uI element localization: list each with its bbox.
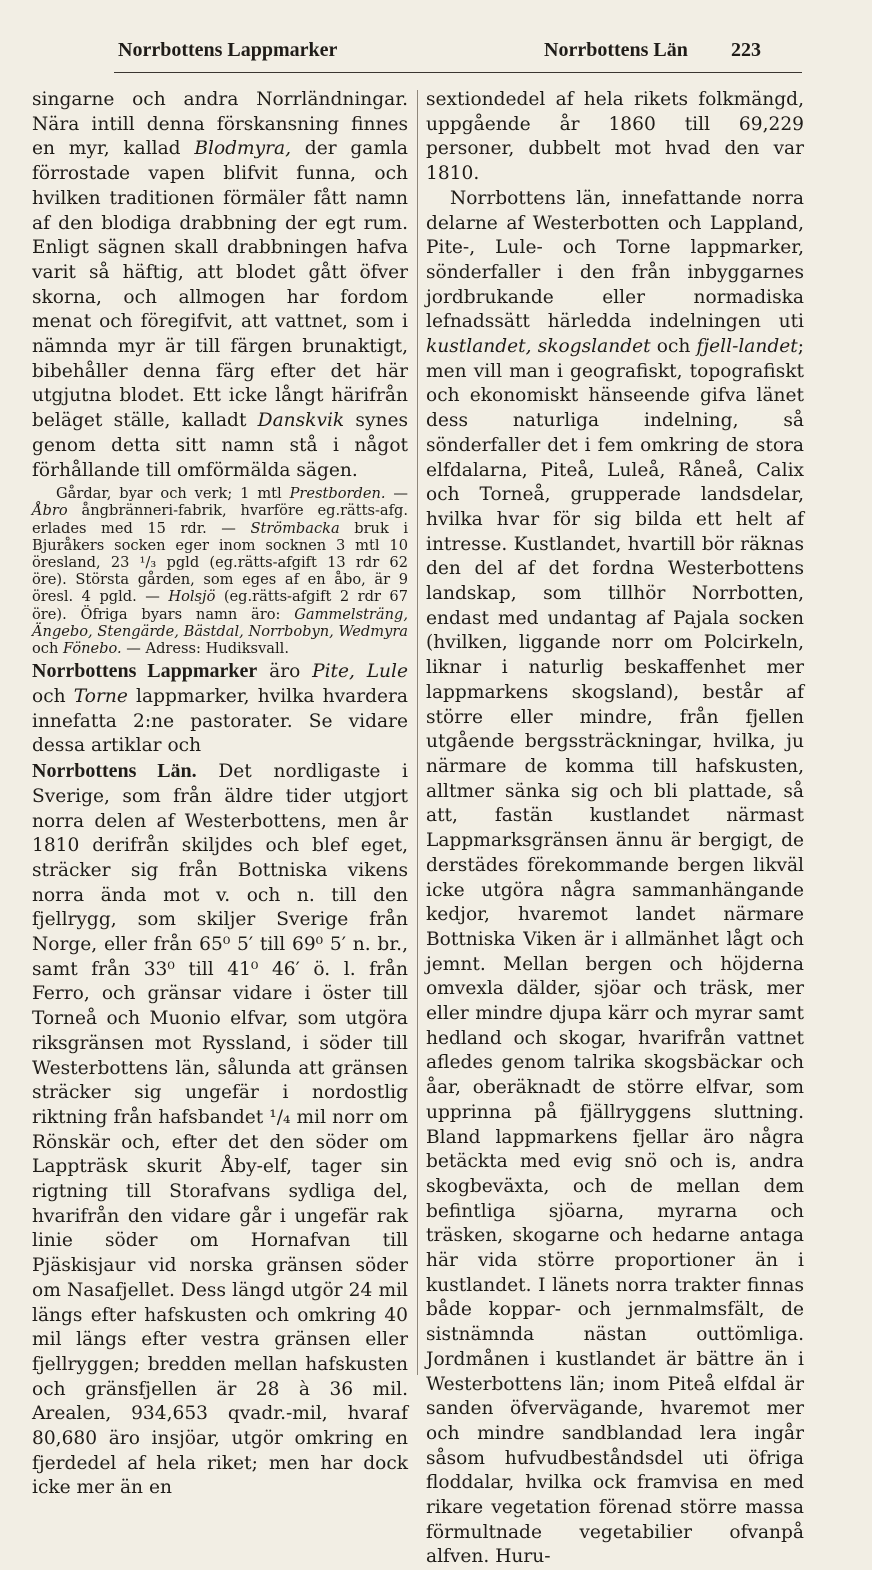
running-header-right: Norrbottens Län	[544, 39, 688, 61]
paragraph-folkmangd: sextiondedel af hela rikets folkmängd, uppgående år 1860 till 69,229 personer, dubbelt mot hvad den var 1810.	[426, 89, 804, 185]
entry-norrbottens-lappmarker: Norrbottens Lappmarker äro Pite, Lule och Torne lappmarker, hvilka hvardera innefatta 2:ne pastorater. Se vidare dessa artiklar och	[32, 660, 408, 757]
running-header-left: Norrbottens Lappmarker	[118, 39, 338, 61]
paragraph-gardar-small: Gårdar, byar och verk; 1 mtl Prestborden. — Åbro ångbränneri-fabrik, hvarföre eg.rätts-afg. erlades med 15 rdr. — Strömbacka bruk i Bjuråkers socken eger inom socknen 3 mtl 10 öresland, 23 ¹/₃ pgld (eg.rätts-afgift 13 rdr 62 öre). Största gården, som eges af en åbo, är 9 öresl. 4 pgld. — Holsjö (eg.rätts-afgift 2 rdr 67 öre). Öfriga byars namn äro: Gammelsträng, Ängebo, Stengärde, Bästdal, Norrbobyn, Wedmyra och Fönebo. — Adress: Hudiksvall.	[32, 485, 408, 658]
left-column	[32, 88, 408, 1501]
entry-headword: Norrbottens Lappmarker	[32, 660, 258, 683]
page-number: 223	[731, 39, 761, 61]
paragraph-blodmyra: singarne och andra Norrländningar. Nära intill denna förskansning finnes en myr, kallad Blodmyra, der gamla förrostade vapen blifvit funna, och hvilken traditionen förmäler fått namn af den blodiga drabbning der egt rum. Enligt sägnen skall drabbningen hafva varit så häftig, att blodet gått öfver skorna, och allmogen har fordom menat och föregifvit, att vattnet, som i nämnda myr är till färgen brunaktigt, bibehåller denna färg efter det här utgjutna blodet. Ett icke långt härifrån beläget ställe, kalladt Danskvik synes genom detta sitt namn stå i något förhållande till omförmälda sägen.	[32, 89, 408, 481]
header-rule	[114, 72, 802, 73]
entry-norrbottens-lan: Norrbottens Län. Det nordligaste i Sverige, som från äldre tider utgjort norra delen af Westerbottens, men år 1810 derifrån skiljdes och blef eget, sträcker sig från Bottniska vikens norra ända mot v. och n. till den fjellrygg, som skiljer Sverige från Norge, eller från 65⁰ 5′ till 69⁰ 5′ n. br., samt från 33⁰ till 41⁰ 46′ ö. l. från Ferro, och gränsar vidare i öster till Torneå och Muonio elfvar, som utgöra riksgränsen mot Ryssland, i söder till Westerbottens län, sålunda att gränsen sträcker sig ungefär i nordostlig riktning från hafsbandet ¹/₄ mil norr om Rönskär och, efter det den söder om Lappträsk skurit Åby-elf, tager sin rigtning till Storafvans sydliga del, hvarifrån den vidare går i ungefär rak linie söder om Hornafvan till Pjäskisjaur vid norska gränsen söder om Nasafjellet. Dess längd utgör 24 mil längs efter hafskusten och omkring 40 mil längs efter vestra gränsen eller fjellryggen; bredden mellan hafskusten och gränsfjellen är 28 à 36 mil. Arealen, 934,653 qvadr.-mil, hvaraf 80,680 äro insjöar, utgör omkring en fjerdedel af hela riket; men har dock icke mer än en	[32, 760, 408, 1499]
column-divider	[417, 90, 418, 1375]
paragraph-indelning: Norrbottens län, innefattande norra delarne af Westerbotten och Lappland, Pite-, Lule- och Torne lappmarker, sönderfaller i den från inbyggarnes jordbrukande eller normadiska lefnadssätt härledda indelningen uti kustlandet, skogslandet och fjell-landet; men vill man i geografiskt, topografiskt och ekonomiskt hänseende gifva länet dess naturliga indelning, så sönderfaller det i fem omkring de stora elfdalarna, Piteå, Luleå, Råneå, Calix och Torneå, grupperade landsdelar, hvilka hvar för sig bilda ett helt af intresse. Kustlandet, hvartill bör räknas den del af det fordna Westerbottens landskap, som tillhör Norrbotten, endast med undantag af Pajala socken (hvilken, liggande norr om Polcirkeln, liknar i naturlig beskaffenhet mer lappmarkens skogsland), består af större eller mindre, från fjellen utgående bergssträckningar, hvilka, ju närmare de komma till hafskusten, alltmer sänka sig och bli plattade, så att, fastän kustlandet närmast Lappmarksgränsen ännu är bergigt, de derstädes förekommande bergen likväl icke utgöra några sammanhängande kedjor, hvaremot landet närmare Bottniska Viken är i allmänhet lågt och jemnt. Mellan bergen och höjderna omvexla dälder, sjöar och träsk, mer eller mindre djupa kärr och myrar samt hedland och skogar, hvarifrån vattnet afledes genom talrika skogsbäckar och åar, oberäknadt de större elfvar, som upprinna på fjällryggens sluttning. Bland lappmarkens fjellar äro några betäckta med evig snö och is, andra skogbeväxta, och de mellan dem befintliga sjöarna, myrarna och träsken, skogarne och hedarne antaga här vida större proportioner än i kustlandet. I länets norra trakter finnas både koppar- och jernmalmsfält, de sistnämnda nästan outtömliga. Jordmånen i kustlandet är bättre än i Westerbottens län; inom Piteå elfdal är sanden öfvervägande, hvaremot mer och mindre sandblandad lera ingår såsom hufvudbeståndsdel uti öfriga floddalar, hvilka ock framvisa en med rikare vegetation förenad större massa förmultnade vegetabilier ofvanpå alfven. Huru-	[426, 187, 805, 1568]
right-column	[426, 88, 804, 1570]
entry-headword: Norrbottens Län.	[32, 760, 197, 783]
